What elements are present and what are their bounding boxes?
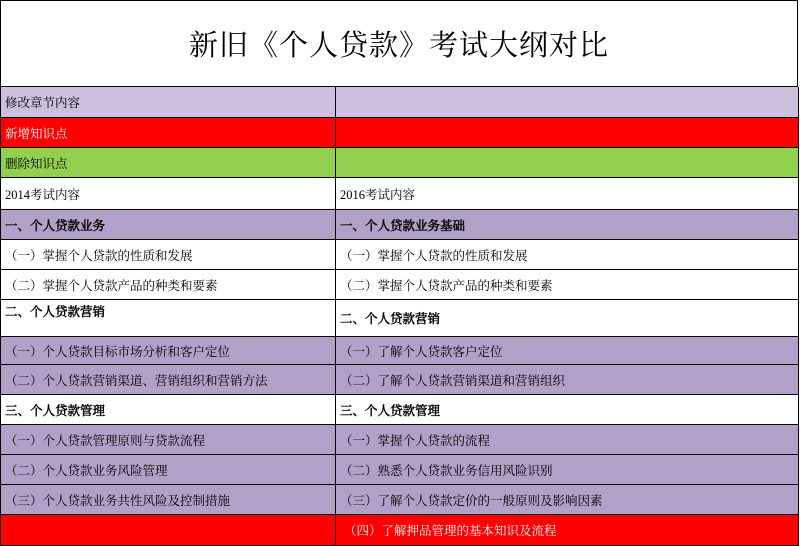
old-chapter-3: 三、个人贷款管理 xyxy=(0,395,336,425)
header-2016: 2016考试内容 xyxy=(336,178,799,210)
new-chapter-3: 三、个人贷款管理 xyxy=(336,395,799,425)
table-row xyxy=(0,425,800,455)
legend-added-label: 新增知识点 xyxy=(0,118,336,148)
new-item-3-1: （一）掌握个人贷款的流程 xyxy=(336,425,799,455)
new-item-2-1: （一）了解个人贷款客户定位 xyxy=(336,337,799,365)
table-row xyxy=(0,455,800,485)
table-row xyxy=(0,240,800,270)
new-item-1-1: （一）掌握个人贷款的性质和发展 xyxy=(336,240,799,270)
old-item-1-1: （一）掌握个人贷款的性质和发展 xyxy=(0,240,336,270)
old-item-3-2: （二）个人贷款业务风险管理 xyxy=(0,455,336,485)
legend-row-deleted xyxy=(0,148,800,178)
legend-modified-label: 修改章节内容 xyxy=(0,87,336,118)
legend-modified-swatch xyxy=(336,87,799,118)
old-chapter-2: 二、个人贷款营销 xyxy=(0,300,336,337)
legend-deleted-label: 删除知识点 xyxy=(0,148,336,178)
old-item-2-1: （一）个人贷款目标市场分析和客户定位 xyxy=(0,337,336,365)
old-item-3-1: （一）个人贷款管理原则与贷款流程 xyxy=(0,425,336,455)
table-row xyxy=(0,485,800,515)
legend-added-swatch xyxy=(336,118,799,148)
table-row xyxy=(0,300,800,337)
legend-row-added xyxy=(0,118,800,148)
new-chapter-1: 一、个人贷款业务基础 xyxy=(336,210,799,240)
new-item-2-2: （二）了解个人贷款营销渠道和营销组织 xyxy=(336,365,799,395)
table-row xyxy=(0,337,800,365)
table-row xyxy=(0,365,800,395)
new-chapter-2: 二、个人贷款营销 xyxy=(336,300,799,337)
legend-row-modified xyxy=(0,87,800,118)
page-title: 新旧《个人贷款》考试大纲对比 xyxy=(0,0,798,87)
old-item-3-4-empty xyxy=(0,515,336,546)
table-row xyxy=(0,210,800,240)
table-row xyxy=(0,515,800,546)
new-item-1-2: （二）掌握个人贷款产品的种类和要素 xyxy=(336,270,799,300)
old-chapter-1: 一、个人贷款业务 xyxy=(0,210,336,240)
header-2014: 2014考试内容 xyxy=(0,178,336,210)
new-item-3-2: （二）熟悉个人贷款业务信用风险识别 xyxy=(336,455,799,485)
table-row xyxy=(0,395,800,425)
new-item-3-4: （四）了解押品管理的基本知识及流程 xyxy=(336,515,799,546)
old-item-1-2: （二）掌握个人贷款产品的种类和要素 xyxy=(0,270,336,300)
legend-deleted-swatch xyxy=(336,148,799,178)
old-item-3-3: （三）个人贷款业务共性风险及控制措施 xyxy=(0,485,336,515)
header-row xyxy=(0,178,800,210)
old-item-2-2: （二）个人贷款营销渠道、营销组织和营销方法 xyxy=(0,365,336,395)
table-row xyxy=(0,270,800,300)
new-item-3-3: （三）了解个人贷款定价的一般原则及影响因素 xyxy=(336,485,799,515)
